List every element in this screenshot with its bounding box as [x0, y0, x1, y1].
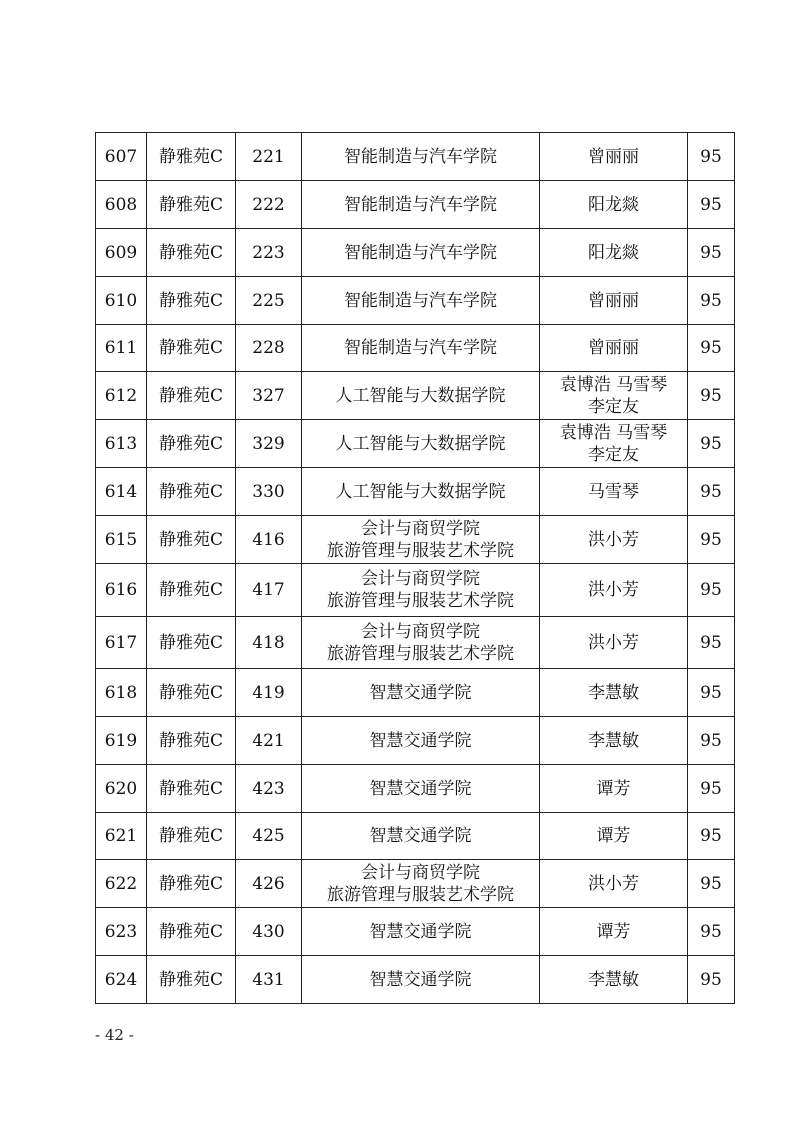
cell-building: 静雅苑C	[147, 516, 236, 564]
page-number: - 42 -	[95, 1026, 134, 1044]
cell-college-line: 智慧交通学院	[369, 682, 472, 703]
cell-building: 静雅苑C	[147, 133, 236, 181]
cell-number: 624	[96, 956, 147, 1004]
cell-score: 95	[688, 564, 735, 617]
cell-score: 95	[688, 229, 735, 277]
table-row	[96, 516, 735, 564]
table-row	[96, 813, 735, 860]
cell-college-line: 智能制造与汽车学院	[344, 242, 497, 263]
table-row	[96, 372, 735, 420]
cell-college-line: 智能制造与汽车学院	[344, 194, 497, 215]
cell-college-line: 人工智能与大数据学院	[335, 385, 506, 406]
cell-person	[540, 468, 688, 516]
cell-room: 423	[236, 765, 302, 813]
cell-number: 607	[96, 133, 147, 181]
cell-number: 608	[96, 181, 147, 229]
table-body	[96, 133, 735, 1004]
cell-number: 617	[96, 617, 147, 669]
cell-number: 622	[96, 860, 147, 908]
cell-college	[302, 617, 540, 669]
cell-college-line: 人工智能与大数据学院	[335, 481, 506, 502]
cell-person	[540, 860, 688, 908]
table-row	[96, 617, 735, 669]
table-row	[96, 860, 735, 908]
cell-score: 95	[688, 468, 735, 516]
cell-room: 416	[236, 516, 302, 564]
cell-college	[302, 908, 540, 956]
cell-college-line: 会计与商贸学院	[361, 862, 480, 883]
cell-number: 612	[96, 372, 147, 420]
cell-person	[540, 277, 688, 325]
cell-college	[302, 325, 540, 372]
cell-person-line: 李定友	[588, 396, 639, 417]
cell-person-line: 谭芳	[596, 778, 631, 799]
cell-person-line: 李定友	[588, 444, 639, 465]
cell-building: 静雅苑C	[147, 229, 236, 277]
cell-building: 静雅苑C	[147, 617, 236, 669]
cell-room: 425	[236, 813, 302, 860]
cell-score: 95	[688, 813, 735, 860]
cell-person	[540, 717, 688, 765]
cell-person-line: 马雪琴	[588, 481, 639, 502]
cell-room: 222	[236, 181, 302, 229]
cell-college-line: 旅游管理与服装艺术学院	[327, 591, 514, 611]
cell-person-line: 谭芳	[596, 921, 631, 942]
cell-building: 静雅苑C	[147, 956, 236, 1004]
cell-score: 95	[688, 669, 735, 717]
cell-room: 418	[236, 617, 302, 669]
cell-person-line: 李慧敏	[588, 730, 639, 751]
cell-building: 静雅苑C	[147, 813, 236, 860]
cell-college	[302, 813, 540, 860]
table-row	[96, 468, 735, 516]
cell-building: 静雅苑C	[147, 860, 236, 908]
cell-score: 95	[688, 908, 735, 956]
table-row	[96, 564, 735, 617]
cell-college-line: 智慧交通学院	[369, 921, 472, 942]
cell-number: 614	[96, 468, 147, 516]
cell-room: 223	[236, 229, 302, 277]
cell-college-line: 旅游管理与服装艺术学院	[327, 643, 514, 664]
cell-score: 95	[688, 277, 735, 325]
cell-person	[540, 372, 688, 420]
cell-building: 静雅苑C	[147, 669, 236, 717]
cell-college	[302, 516, 540, 564]
cell-person	[540, 956, 688, 1004]
cell-person	[540, 813, 688, 860]
cell-room: 419	[236, 669, 302, 717]
cell-score: 95	[688, 181, 735, 229]
table-row	[96, 420, 735, 468]
cell-person	[540, 669, 688, 717]
cell-person	[540, 564, 688, 617]
cell-college	[302, 669, 540, 717]
cell-building: 静雅苑C	[147, 181, 236, 229]
cell-number: 616	[96, 564, 147, 617]
cell-college	[302, 181, 540, 229]
cell-college	[302, 420, 540, 468]
cell-room: 430	[236, 908, 302, 956]
cell-person-line: 李慧敏	[588, 682, 639, 703]
cell-person-line: 谭芳	[596, 826, 631, 846]
cell-person	[540, 765, 688, 813]
cell-number: 623	[96, 908, 147, 956]
cell-college-line: 智慧交通学院	[369, 730, 472, 751]
cell-room: 228	[236, 325, 302, 372]
table-row	[96, 181, 735, 229]
cell-score: 95	[688, 516, 735, 564]
cell-building: 静雅苑C	[147, 908, 236, 956]
cell-score: 95	[688, 717, 735, 765]
cell-building: 静雅苑C	[147, 765, 236, 813]
cell-score: 95	[688, 956, 735, 1004]
cell-college-line: 会计与商贸学院	[361, 621, 480, 642]
cell-person-line: 洪小芳	[588, 580, 639, 600]
cell-number: 609	[96, 229, 147, 277]
cell-building: 静雅苑C	[147, 325, 236, 372]
cell-building: 静雅苑C	[147, 277, 236, 325]
cell-number: 618	[96, 669, 147, 717]
cell-college-line: 旅游管理与服装艺术学院	[327, 540, 514, 561]
cell-building: 静雅苑C	[147, 468, 236, 516]
cell-score: 95	[688, 325, 735, 372]
cell-college-line: 智能制造与汽车学院	[344, 338, 497, 358]
cell-number: 621	[96, 813, 147, 860]
cell-score: 95	[688, 860, 735, 908]
cell-room: 421	[236, 717, 302, 765]
table-row	[96, 765, 735, 813]
table-row	[96, 669, 735, 717]
table-row	[96, 956, 735, 1004]
cell-person	[540, 516, 688, 564]
cell-college	[302, 277, 540, 325]
cell-college-line: 智能制造与汽车学院	[344, 290, 497, 311]
cell-person-line: 曾丽丽	[588, 146, 639, 167]
cell-person-line: 洪小芳	[588, 632, 639, 653]
cell-score: 95	[688, 420, 735, 468]
cell-college-line: 会计与商贸学院	[361, 518, 480, 539]
cell-number: 610	[96, 277, 147, 325]
cell-room: 329	[236, 420, 302, 468]
cell-college	[302, 956, 540, 1004]
cell-college	[302, 133, 540, 181]
cell-person	[540, 133, 688, 181]
cell-number: 615	[96, 516, 147, 564]
cell-person-line: 阳龙燚	[588, 242, 639, 263]
cell-room: 221	[236, 133, 302, 181]
cell-college-line: 旅游管理与服装艺术学院	[327, 884, 514, 905]
cell-college	[302, 860, 540, 908]
cell-college-line: 智慧交通学院	[369, 778, 472, 799]
cell-person	[540, 420, 688, 468]
cell-person	[540, 229, 688, 277]
dormitory-score-table	[95, 132, 735, 1004]
cell-building: 静雅苑C	[147, 717, 236, 765]
table-row	[96, 908, 735, 956]
cell-person-line: 洪小芳	[588, 529, 639, 550]
cell-person-line: 袁博浩 马雪琴	[559, 422, 668, 443]
table-row	[96, 229, 735, 277]
cell-building: 静雅苑C	[147, 564, 236, 617]
cell-college	[302, 564, 540, 617]
cell-college-line: 智慧交通学院	[369, 969, 472, 990]
cell-college	[302, 229, 540, 277]
cell-room: 426	[236, 860, 302, 908]
cell-number: 620	[96, 765, 147, 813]
table-row	[96, 277, 735, 325]
cell-room: 330	[236, 468, 302, 516]
cell-room: 327	[236, 372, 302, 420]
cell-college	[302, 468, 540, 516]
cell-college	[302, 765, 540, 813]
cell-number: 613	[96, 420, 147, 468]
cell-person-line: 洪小芳	[588, 873, 639, 894]
cell-person	[540, 908, 688, 956]
cell-score: 95	[688, 133, 735, 181]
cell-college	[302, 717, 540, 765]
cell-person-line: 阳龙燚	[588, 194, 639, 215]
cell-building: 静雅苑C	[147, 420, 236, 468]
cell-score: 95	[688, 617, 735, 669]
cell-room: 417	[236, 564, 302, 617]
cell-college	[302, 372, 540, 420]
cell-score: 95	[688, 372, 735, 420]
cell-person-line: 袁博浩 马雪琴	[559, 374, 668, 395]
cell-building: 静雅苑C	[147, 372, 236, 420]
cell-person-line: 曾丽丽	[588, 338, 639, 358]
cell-college-line: 智能制造与汽车学院	[344, 146, 497, 167]
table-row	[96, 325, 735, 372]
cell-score: 95	[688, 765, 735, 813]
cell-person	[540, 181, 688, 229]
cell-person	[540, 617, 688, 669]
table-row	[96, 717, 735, 765]
cell-number: 619	[96, 717, 147, 765]
cell-college-line: 智慧交通学院	[369, 826, 472, 846]
cell-room: 431	[236, 956, 302, 1004]
cell-person	[540, 325, 688, 372]
cell-college-line: 人工智能与大数据学院	[335, 433, 506, 454]
cell-person-line: 李慧敏	[588, 969, 639, 990]
cell-room: 225	[236, 277, 302, 325]
table-row	[96, 133, 735, 181]
cell-college-line: 会计与商贸学院	[361, 569, 480, 589]
cell-person-line: 曾丽丽	[588, 290, 639, 311]
cell-number: 611	[96, 325, 147, 372]
